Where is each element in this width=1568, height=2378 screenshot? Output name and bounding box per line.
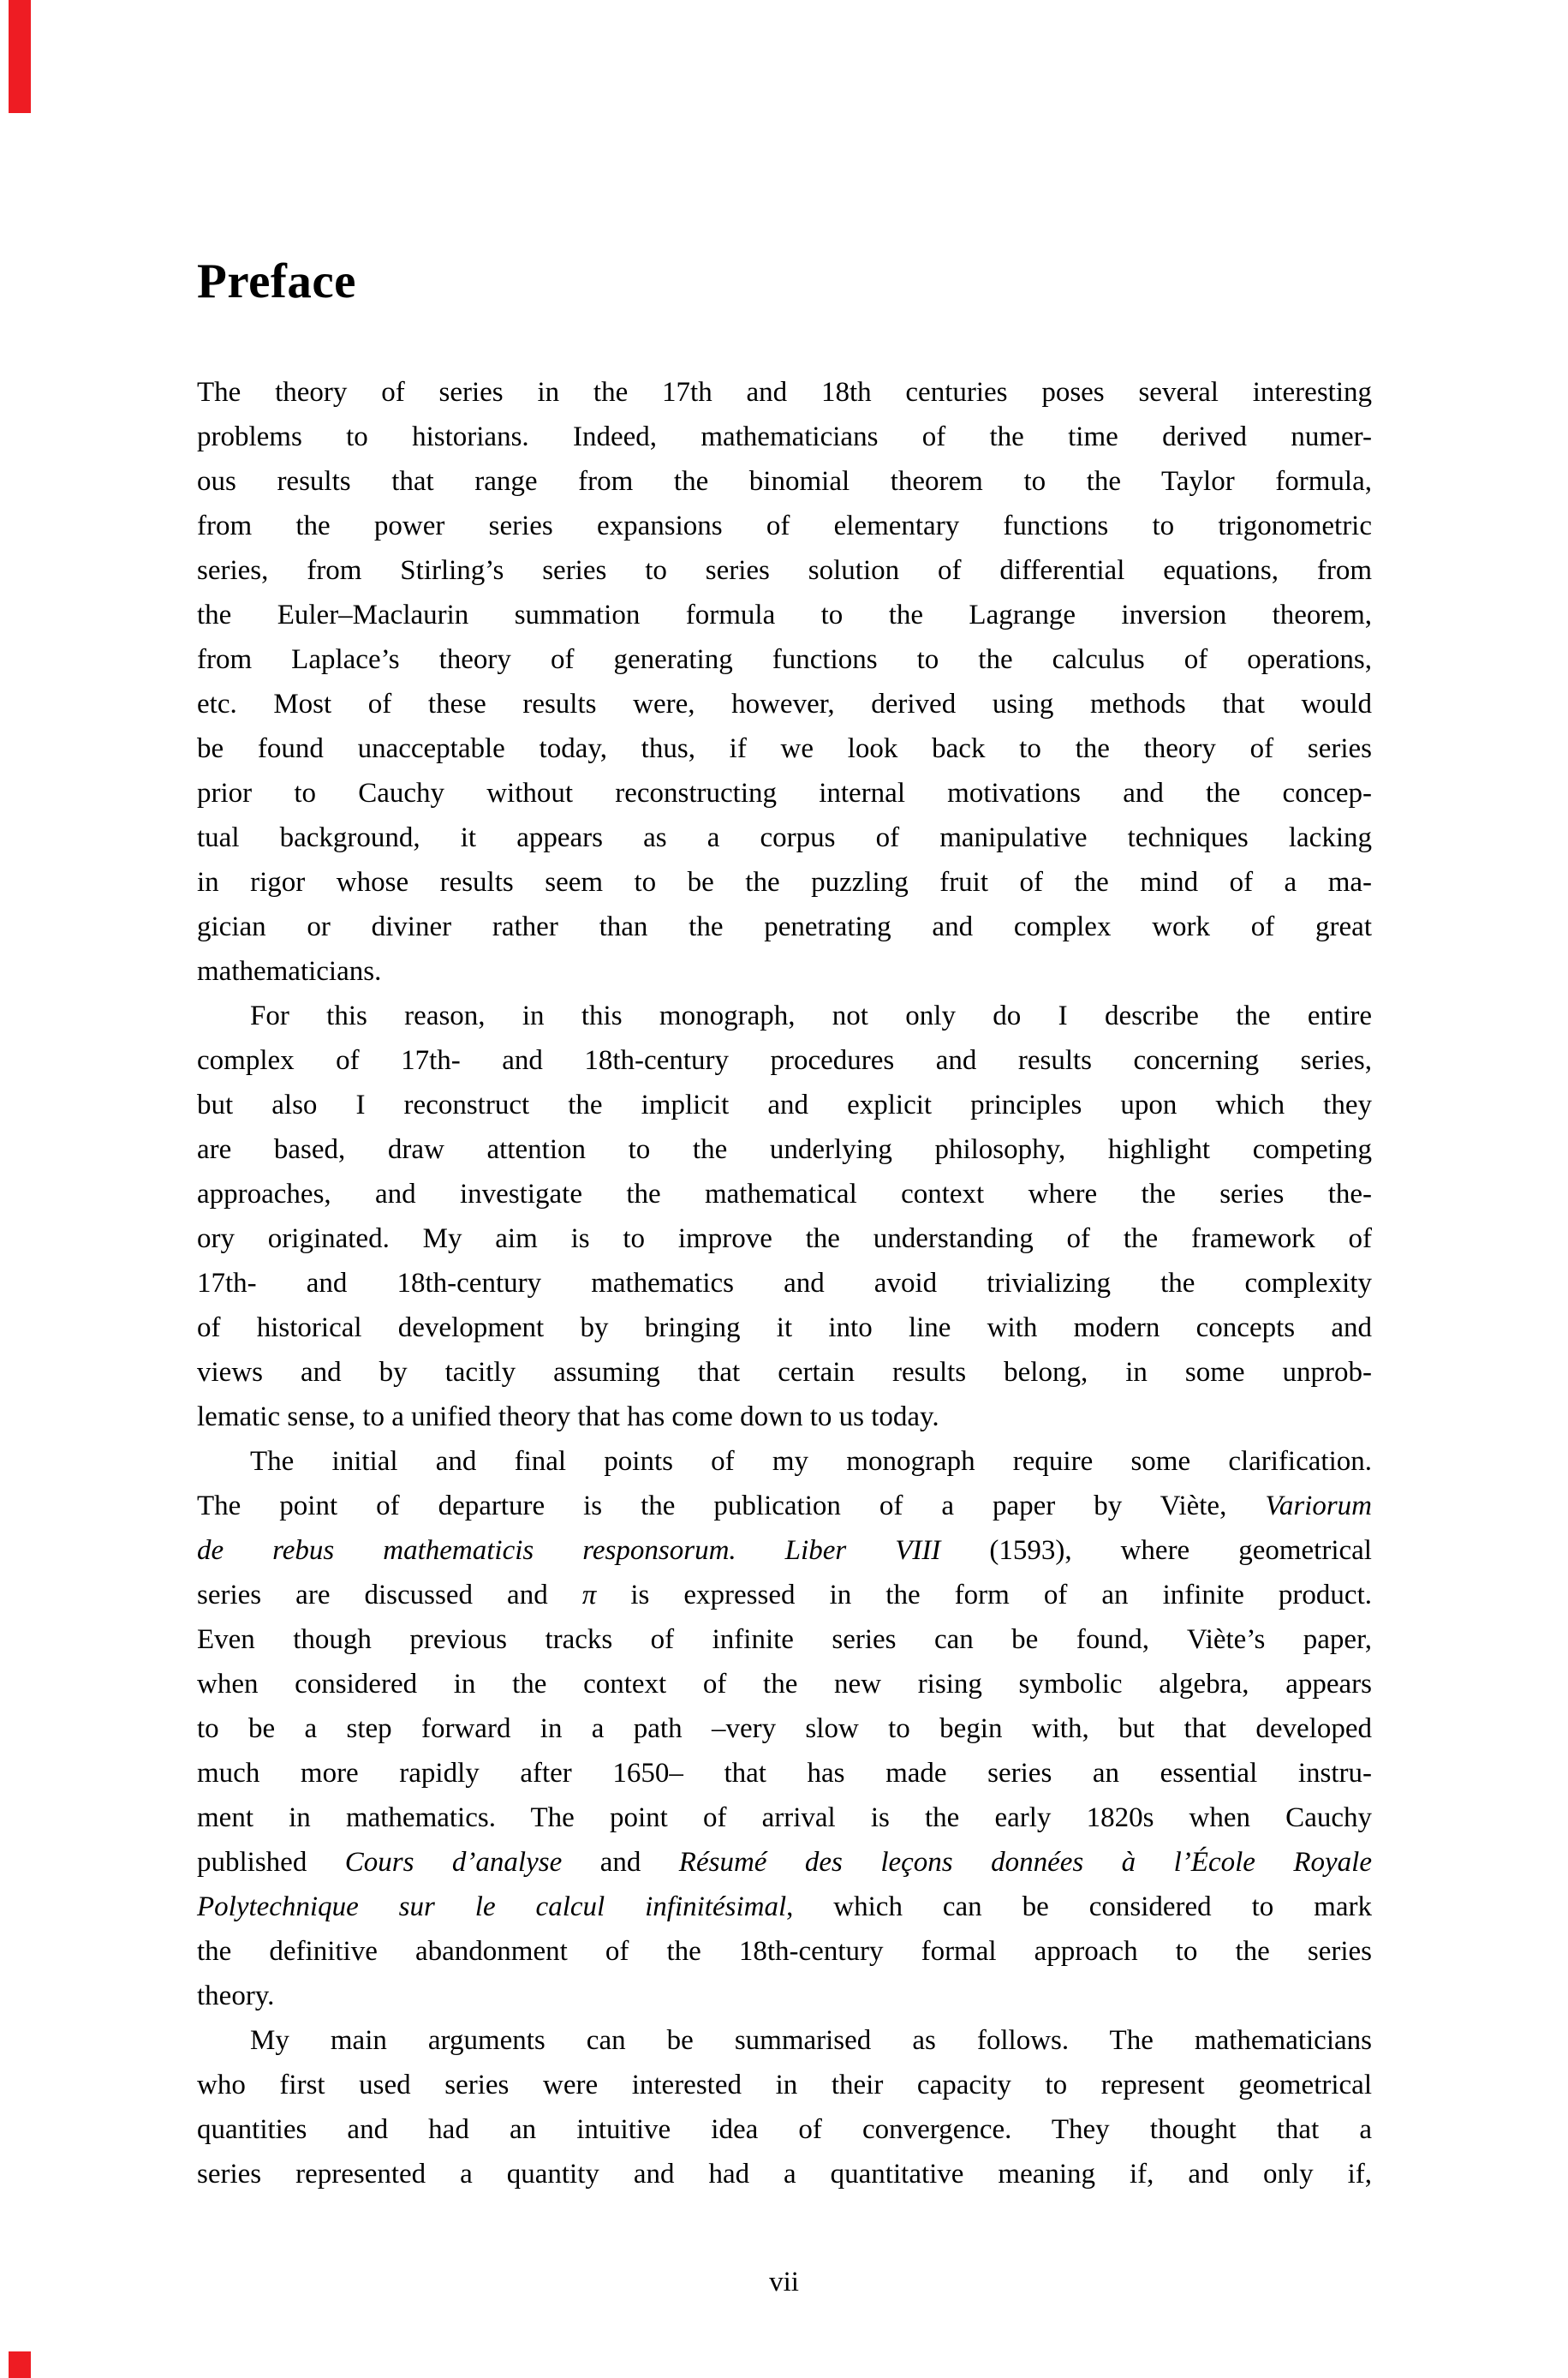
text-run: lematic sense, to a unified theory that has come down to us today.	[197, 1401, 939, 1432]
text-line	[197, 726, 1372, 771]
text-line	[197, 548, 1372, 593]
text-run: much more rapidly after 1650– that has made series an essential instru-	[197, 1758, 1372, 1789]
text-line	[197, 415, 1372, 459]
text-run: are based, draw attention to the underlying philosophy, highlight competing	[197, 1134, 1372, 1165]
text-run: published	[197, 1847, 345, 1878]
text-run: the definitive abandonment of the 18th-century formal approach to the series	[197, 1936, 1372, 1967]
text-run: views and by tacitly assuming that certain results belong, in some unprob-	[197, 1357, 1372, 1388]
text-line	[197, 2063, 1372, 2107]
italic-text-run: π	[581, 1580, 597, 1610]
preface-body	[197, 370, 1372, 2196]
text-line	[197, 1306, 1372, 1350]
text-run: tual background, it appears as a corpus of manipulative techniques lacking	[197, 822, 1372, 853]
text-line	[197, 1083, 1372, 1127]
text-run: be found unacceptable today, thus, if we look back to the theory of series	[197, 733, 1372, 764]
italic-text-run: Cours d’analyse	[344, 1847, 563, 1878]
text-run: ment in mathematics. The point of arrival is the early 1820s when Cauchy	[197, 1802, 1372, 1833]
text-line	[197, 860, 1372, 905]
text-line	[197, 1216, 1372, 1261]
text-run: who first used series were interested in their capacity to represent geometrical	[197, 2070, 1372, 2100]
text-line	[197, 504, 1372, 548]
text-line	[197, 1929, 1372, 1974]
text-line	[197, 1439, 1372, 1484]
text-line	[197, 771, 1372, 816]
text-line	[197, 637, 1372, 682]
text-line	[197, 1706, 1372, 1751]
text-run: and	[562, 1847, 679, 1878]
text-line	[197, 593, 1372, 637]
page-title: Preface	[197, 254, 356, 309]
text-line	[197, 1662, 1372, 1706]
text-run: is expressed in the form of an infinite product.	[596, 1580, 1372, 1610]
text-run: to be a step forward in a path –very slow to begin with, but that developed	[197, 1713, 1372, 1744]
text-line	[197, 905, 1372, 949]
text-run: etc. Most of these results were, however, derived using methods that would	[197, 689, 1372, 720]
text-line	[197, 1751, 1372, 1795]
text-line	[197, 1395, 1372, 1439]
text-line	[197, 1172, 1372, 1216]
text-run: (1593), where geometrical	[940, 1535, 1372, 1566]
text-line	[197, 949, 1372, 994]
red-edge-marker-bottom	[9, 2351, 31, 2378]
text-line	[197, 994, 1372, 1038]
text-line	[197, 816, 1372, 860]
text-run: The theory of series in the 17th and 18th centuries poses several interesting	[197, 377, 1372, 408]
text-run: but also I reconstruct the implicit and explicit principles upon which they	[197, 1090, 1372, 1120]
text-run: , which can be considered to mark	[786, 1891, 1372, 1922]
text-run: theory.	[197, 1981, 275, 2011]
italic-text-run: Résumé des leçons données à l’École Royale	[678, 1847, 1372, 1878]
text-line	[197, 2018, 1372, 2063]
text-line	[197, 1038, 1372, 1083]
page-number: vii	[769, 2267, 799, 2297]
text-run: mathematicians.	[197, 956, 382, 987]
text-line	[197, 1573, 1372, 1617]
text-run: Even though previous tracks of infinite series can be found, Viète’s paper,	[197, 1624, 1372, 1655]
text-run: The initial and final points of my monograph require some clarification.	[250, 1446, 1372, 1477]
text-line	[197, 1484, 1372, 1528]
text-run: in rigor whose results seem to be the puzzling fruit of the mind of a ma-	[197, 867, 1372, 898]
text-run: ory originated. My aim is to improve the understanding of the framework of	[197, 1223, 1372, 1254]
text-line	[197, 1840, 1372, 1885]
text-run: problems to historians. Indeed, mathematicians of the time derived numer-	[197, 421, 1372, 452]
text-run: ous results that range from the binomial theorem to the Taylor formula,	[197, 466, 1372, 497]
text-run: prior to Cauchy without reconstructing internal motivations and the concep-	[197, 778, 1372, 809]
text-run: series are discussed and	[197, 1580, 582, 1610]
text-run: My main arguments can be summarised as follows. The mathematicians	[250, 2025, 1372, 2056]
text-run: from the power series expansions of elementary functions to trigonometric	[197, 511, 1372, 541]
text-line	[197, 370, 1372, 415]
italic-text-run: de rebus mathematicis responsorum. Liber VIII	[197, 1535, 941, 1566]
text-run: 17th- and 18th-century mathematics and avoid trivializing the complexity	[197, 1268, 1372, 1299]
italic-text-run: Polytechnique sur le calcul infinitésimal	[197, 1891, 787, 1922]
text-line	[197, 1350, 1372, 1395]
text-line	[197, 1795, 1372, 1840]
text-line	[197, 1885, 1372, 1929]
text-line	[197, 2107, 1372, 2152]
text-run: the Euler–Maclaurin summation formula to the Lagrange inversion theorem,	[197, 600, 1372, 630]
text-run: when considered in the context of the new rising symbolic algebra, appears	[197, 1669, 1372, 1700]
text-line	[197, 682, 1372, 726]
text-line	[197, 459, 1372, 504]
text-run: approaches, and investigate the mathematical context where the series the-	[197, 1179, 1372, 1210]
text-line	[197, 1974, 1372, 2018]
italic-text-run: Variorum	[1265, 1491, 1372, 1521]
text-run: series represented a quantity and had a quantitative meaning if, and only if,	[197, 2159, 1372, 2190]
text-line	[197, 1528, 1372, 1573]
text-line	[197, 1261, 1372, 1306]
text-run: The point of departure is the publication of a paper by Viète,	[197, 1491, 1266, 1521]
text-run: quantities and had an intuitive idea of convergence. They thought that a	[197, 2114, 1372, 2145]
text-line	[197, 2152, 1372, 2196]
text-run: complex of 17th- and 18th-century procedures and results concerning series,	[197, 1045, 1372, 1076]
text-run: of historical development by bringing it into line with modern concepts and	[197, 1312, 1372, 1343]
text-run: gician or diviner rather than the penetrating and complex work of great	[197, 911, 1372, 942]
text-run: series, from Stirling’s series to series solution of differential equations, from	[197, 555, 1372, 586]
red-edge-marker-top	[9, 0, 31, 113]
text-line	[197, 1617, 1372, 1662]
text-run: For this reason, in this monograph, not only do I describe the entire	[250, 1001, 1372, 1031]
text-run: from Laplace’s theory of generating functions to the calculus of operations,	[197, 644, 1372, 675]
text-line	[197, 1127, 1372, 1172]
